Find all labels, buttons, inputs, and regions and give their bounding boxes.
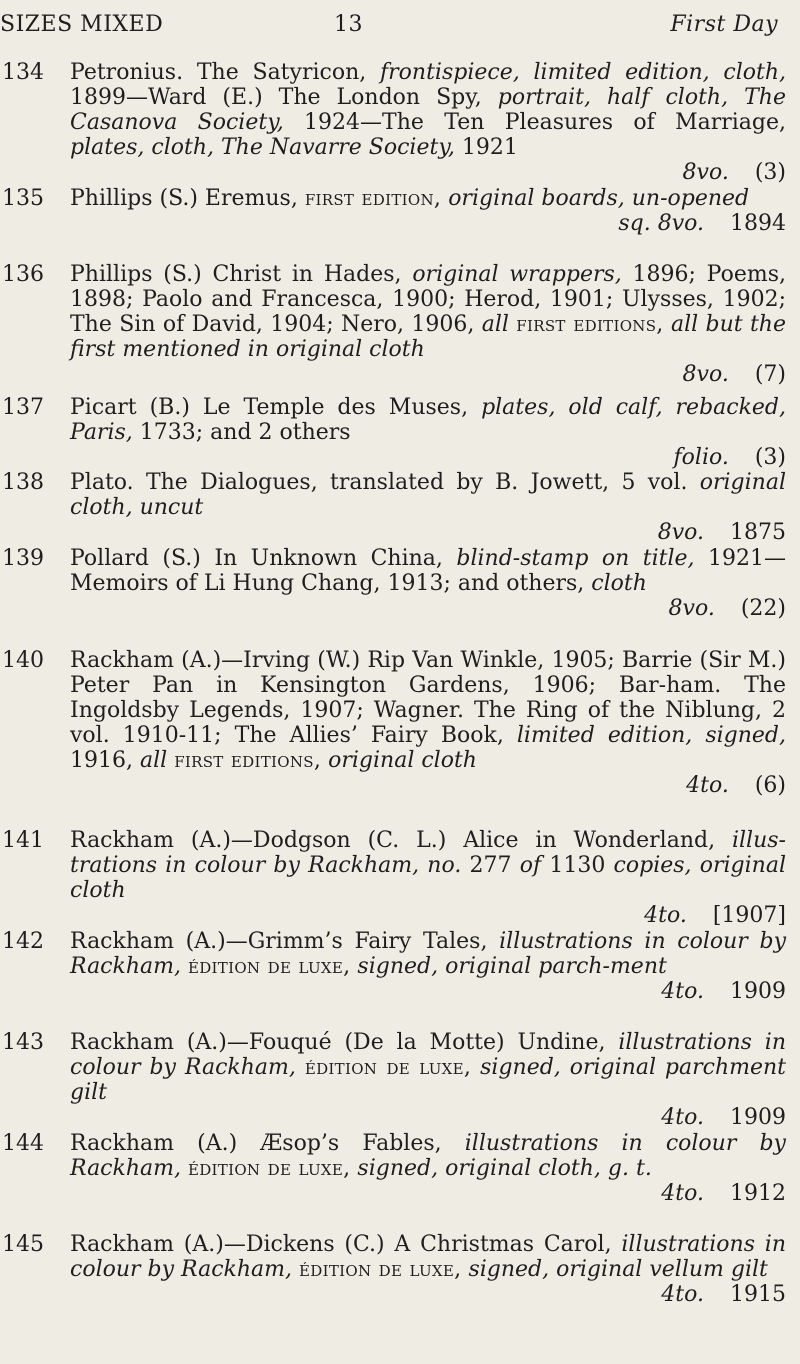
italic-text: original wrappers,	[412, 262, 622, 287]
lot-number: 134	[2, 60, 44, 85]
lot-detail: 1915	[730, 1282, 786, 1307]
lot-detail: 1909	[730, 1105, 786, 1130]
lot-description	[70, 186, 786, 236]
lot-detail: 1875	[730, 520, 786, 545]
lot-description	[70, 1131, 786, 1206]
lot-number: 139	[2, 546, 44, 571]
lot-number: 140	[2, 648, 44, 673]
lot-number: 135	[2, 186, 44, 211]
description-text: 277	[461, 853, 520, 878]
lot-number: 144	[2, 1131, 44, 1156]
description-text: Phillips (S.) Eremus,	[70, 186, 305, 211]
page-number: 13	[334, 12, 363, 37]
italic-text: illus-trations in colour by Rackham, no.	[70, 828, 786, 878]
lot-detail: 1894	[730, 211, 786, 236]
description-text	[471, 1055, 480, 1080]
description-text: Plato. The Dialogues, translated by B. Jowett, 5 vol.	[70, 470, 700, 495]
lot-detail: 1912	[730, 1181, 786, 1206]
lot-number: 145	[2, 1232, 44, 1257]
lot-detail: (22)	[740, 596, 786, 621]
small-caps-text: first editions,	[516, 312, 664, 337]
lot-format-line	[70, 1282, 786, 1307]
lot-format-line	[70, 211, 786, 236]
lot-format: 4to.	[661, 1105, 704, 1130]
italic-text: plates, old calf, rebacked, Paris,	[70, 395, 787, 445]
lot-format-line	[70, 596, 786, 621]
lot-format: folio.	[673, 445, 729, 470]
italic-text: blind-stamp on title,	[456, 546, 695, 571]
lot-description	[70, 1030, 786, 1130]
lot-format: 8vo.	[657, 520, 704, 545]
lot-description	[70, 1232, 786, 1307]
small-caps-text: first edition,	[304, 186, 442, 211]
italic-text: all	[139, 748, 168, 773]
lot-description	[70, 828, 786, 928]
description-text: Rackham (A.)—Dodgson (C. L.) Alice in Wonderland,	[70, 828, 732, 853]
description-text	[296, 1055, 305, 1080]
lot-format-line	[70, 160, 786, 185]
lot-description	[70, 546, 786, 621]
lot-detail: [1907]	[712, 903, 786, 928]
description-text: 1921	[454, 135, 518, 160]
italic-text: original cloth, uncut	[70, 470, 786, 520]
small-caps-text: first editions,	[174, 748, 322, 773]
lot-description	[70, 648, 786, 798]
lot-description	[70, 929, 786, 1004]
lot-format-line	[70, 1105, 786, 1130]
lot-format-line	[70, 903, 786, 928]
description-text	[181, 954, 188, 979]
italic-text: illustrations in colour by Rackham,	[70, 1131, 786, 1181]
lot-format: 8vo.	[682, 160, 729, 185]
description-text: 1130	[541, 853, 614, 878]
small-caps-text: édition de luxe,	[187, 954, 351, 979]
italic-text: frontispiece, limited edition, cloth,	[380, 60, 786, 85]
italic-text: illustrations in colour by Rackham,	[70, 1232, 786, 1282]
lot-description	[70, 470, 786, 545]
lot-format-line	[70, 979, 786, 1004]
lot-detail: (7)	[754, 362, 786, 387]
lot-format-line	[70, 362, 786, 387]
description-text: 1899—Ward (E.) The London Spy,	[70, 85, 498, 110]
description-text	[728, 85, 744, 110]
page-header	[0, 8, 800, 44]
italic-text: cloth	[591, 571, 647, 596]
description-text: Petronius. The Satyricon,	[70, 60, 381, 85]
italic-text: plates, cloth, The Navarre Society,	[70, 135, 455, 160]
description-text: Rackham (A.)—Grimm’s Fairy Tales,	[70, 929, 500, 954]
lot-format-line	[70, 773, 786, 798]
description-text: 1921—Memoirs of Li Hung Chang, 1913; and others,	[70, 546, 786, 596]
lot-detail: (6)	[754, 773, 786, 798]
lot-detail: (3)	[754, 160, 786, 185]
italic-text: all	[481, 312, 509, 337]
italic-text: signed, original parchment gilt	[70, 1055, 787, 1105]
description-text: Rackham (A.) Æsop’s Fables,	[70, 1131, 465, 1156]
italic-text: illustrations in colour by Rackham,	[70, 929, 786, 979]
italic-text: signed, original vellum gilt	[468, 1257, 768, 1282]
running-head-right: First Day	[670, 12, 778, 37]
lot-format: 8vo.	[668, 596, 715, 621]
lot-format-line	[70, 520, 786, 545]
lot-format: 4to.	[661, 1282, 704, 1307]
lot-format-line	[70, 445, 786, 470]
lot-description	[70, 60, 786, 185]
lot-format: 8vo.	[682, 362, 729, 387]
small-caps-text: édition de luxe,	[299, 1257, 462, 1282]
italic-text: signed, original cloth, g. t.	[357, 1156, 652, 1181]
description-text: Rackham (A.)—Irving (W.) Rip Van Winkle, 1905; Barrie (Sir M.) Peter Pan in Kensington Gardens, 1906; Bar-ham. The Ingoldsby Legends, 1907; Wagner. The Ring of the Niblung, 2 vol. 1910-11; The Allies’ Fairy Book,	[70, 648, 786, 748]
lot-number: 141	[2, 828, 44, 853]
lot-format-line	[70, 1181, 786, 1206]
lot-format: sq. 8vo.	[618, 211, 704, 236]
description-text: Rackham (A.)—Dickens (C.) A Christmas Carol,	[70, 1232, 622, 1257]
italic-text: all but the first mentioned in original cloth	[70, 312, 786, 362]
running-head-left: SIZES MIXED	[0, 12, 164, 37]
italic-text: illustrations in colour by Rackham,	[70, 1030, 787, 1080]
description-text	[664, 312, 671, 337]
description-text	[292, 1257, 299, 1282]
lot-format: 4to.	[686, 773, 729, 798]
description-text: Picart (B.) Le Temple des Muses,	[70, 395, 482, 420]
lot-number: 143	[2, 1030, 44, 1055]
small-caps-text: édition de luxe,	[187, 1156, 351, 1181]
description-text: 1896; Poems, 1898; Paolo and Francesca, 1900; Herod, 1901; Ulysses, 1902; The Sin of David, 1904; Nero, 1906,	[70, 262, 786, 337]
small-caps-text: édition de luxe,	[304, 1055, 472, 1080]
italic-text: of	[519, 853, 542, 878]
lot-detail: 1909	[730, 979, 786, 1004]
description-text: Rackham (A.)—Fouqué (De la Motte) Undine,	[70, 1030, 619, 1055]
lot-number: 137	[2, 395, 44, 420]
lot-description	[70, 395, 786, 470]
italic-text: signed, original parch-ment	[357, 954, 667, 979]
lot-format: 4to.	[644, 903, 687, 928]
italic-text: limited edition, signed,	[516, 723, 786, 748]
italic-text: copies, original cloth	[70, 853, 786, 903]
italic-text: portrait, half cloth,	[497, 85, 729, 110]
lot-format: 4to.	[661, 1181, 704, 1206]
lot-format: 4to.	[661, 979, 704, 1004]
lot-number: 138	[2, 470, 44, 495]
lot-detail: (3)	[754, 445, 786, 470]
description-text: 1916,	[70, 748, 140, 773]
description-text	[181, 1156, 188, 1181]
description-text: 1733; and 2 others	[132, 420, 351, 445]
lot-number: 142	[2, 929, 44, 954]
lot-description	[70, 262, 786, 387]
italic-text: original boards, un-opened	[448, 186, 750, 211]
description-text: Pollard (S.) In Unknown China,	[70, 546, 457, 571]
lot-number: 136	[2, 262, 44, 287]
description-text: 1924—The Ten Pleasures of Marriage,	[283, 110, 787, 135]
italic-text: original cloth	[328, 748, 477, 773]
description-text: Phillips (S.) Christ in Hades,	[70, 262, 413, 287]
italic-text: The Casanova Society,	[70, 85, 786, 135]
